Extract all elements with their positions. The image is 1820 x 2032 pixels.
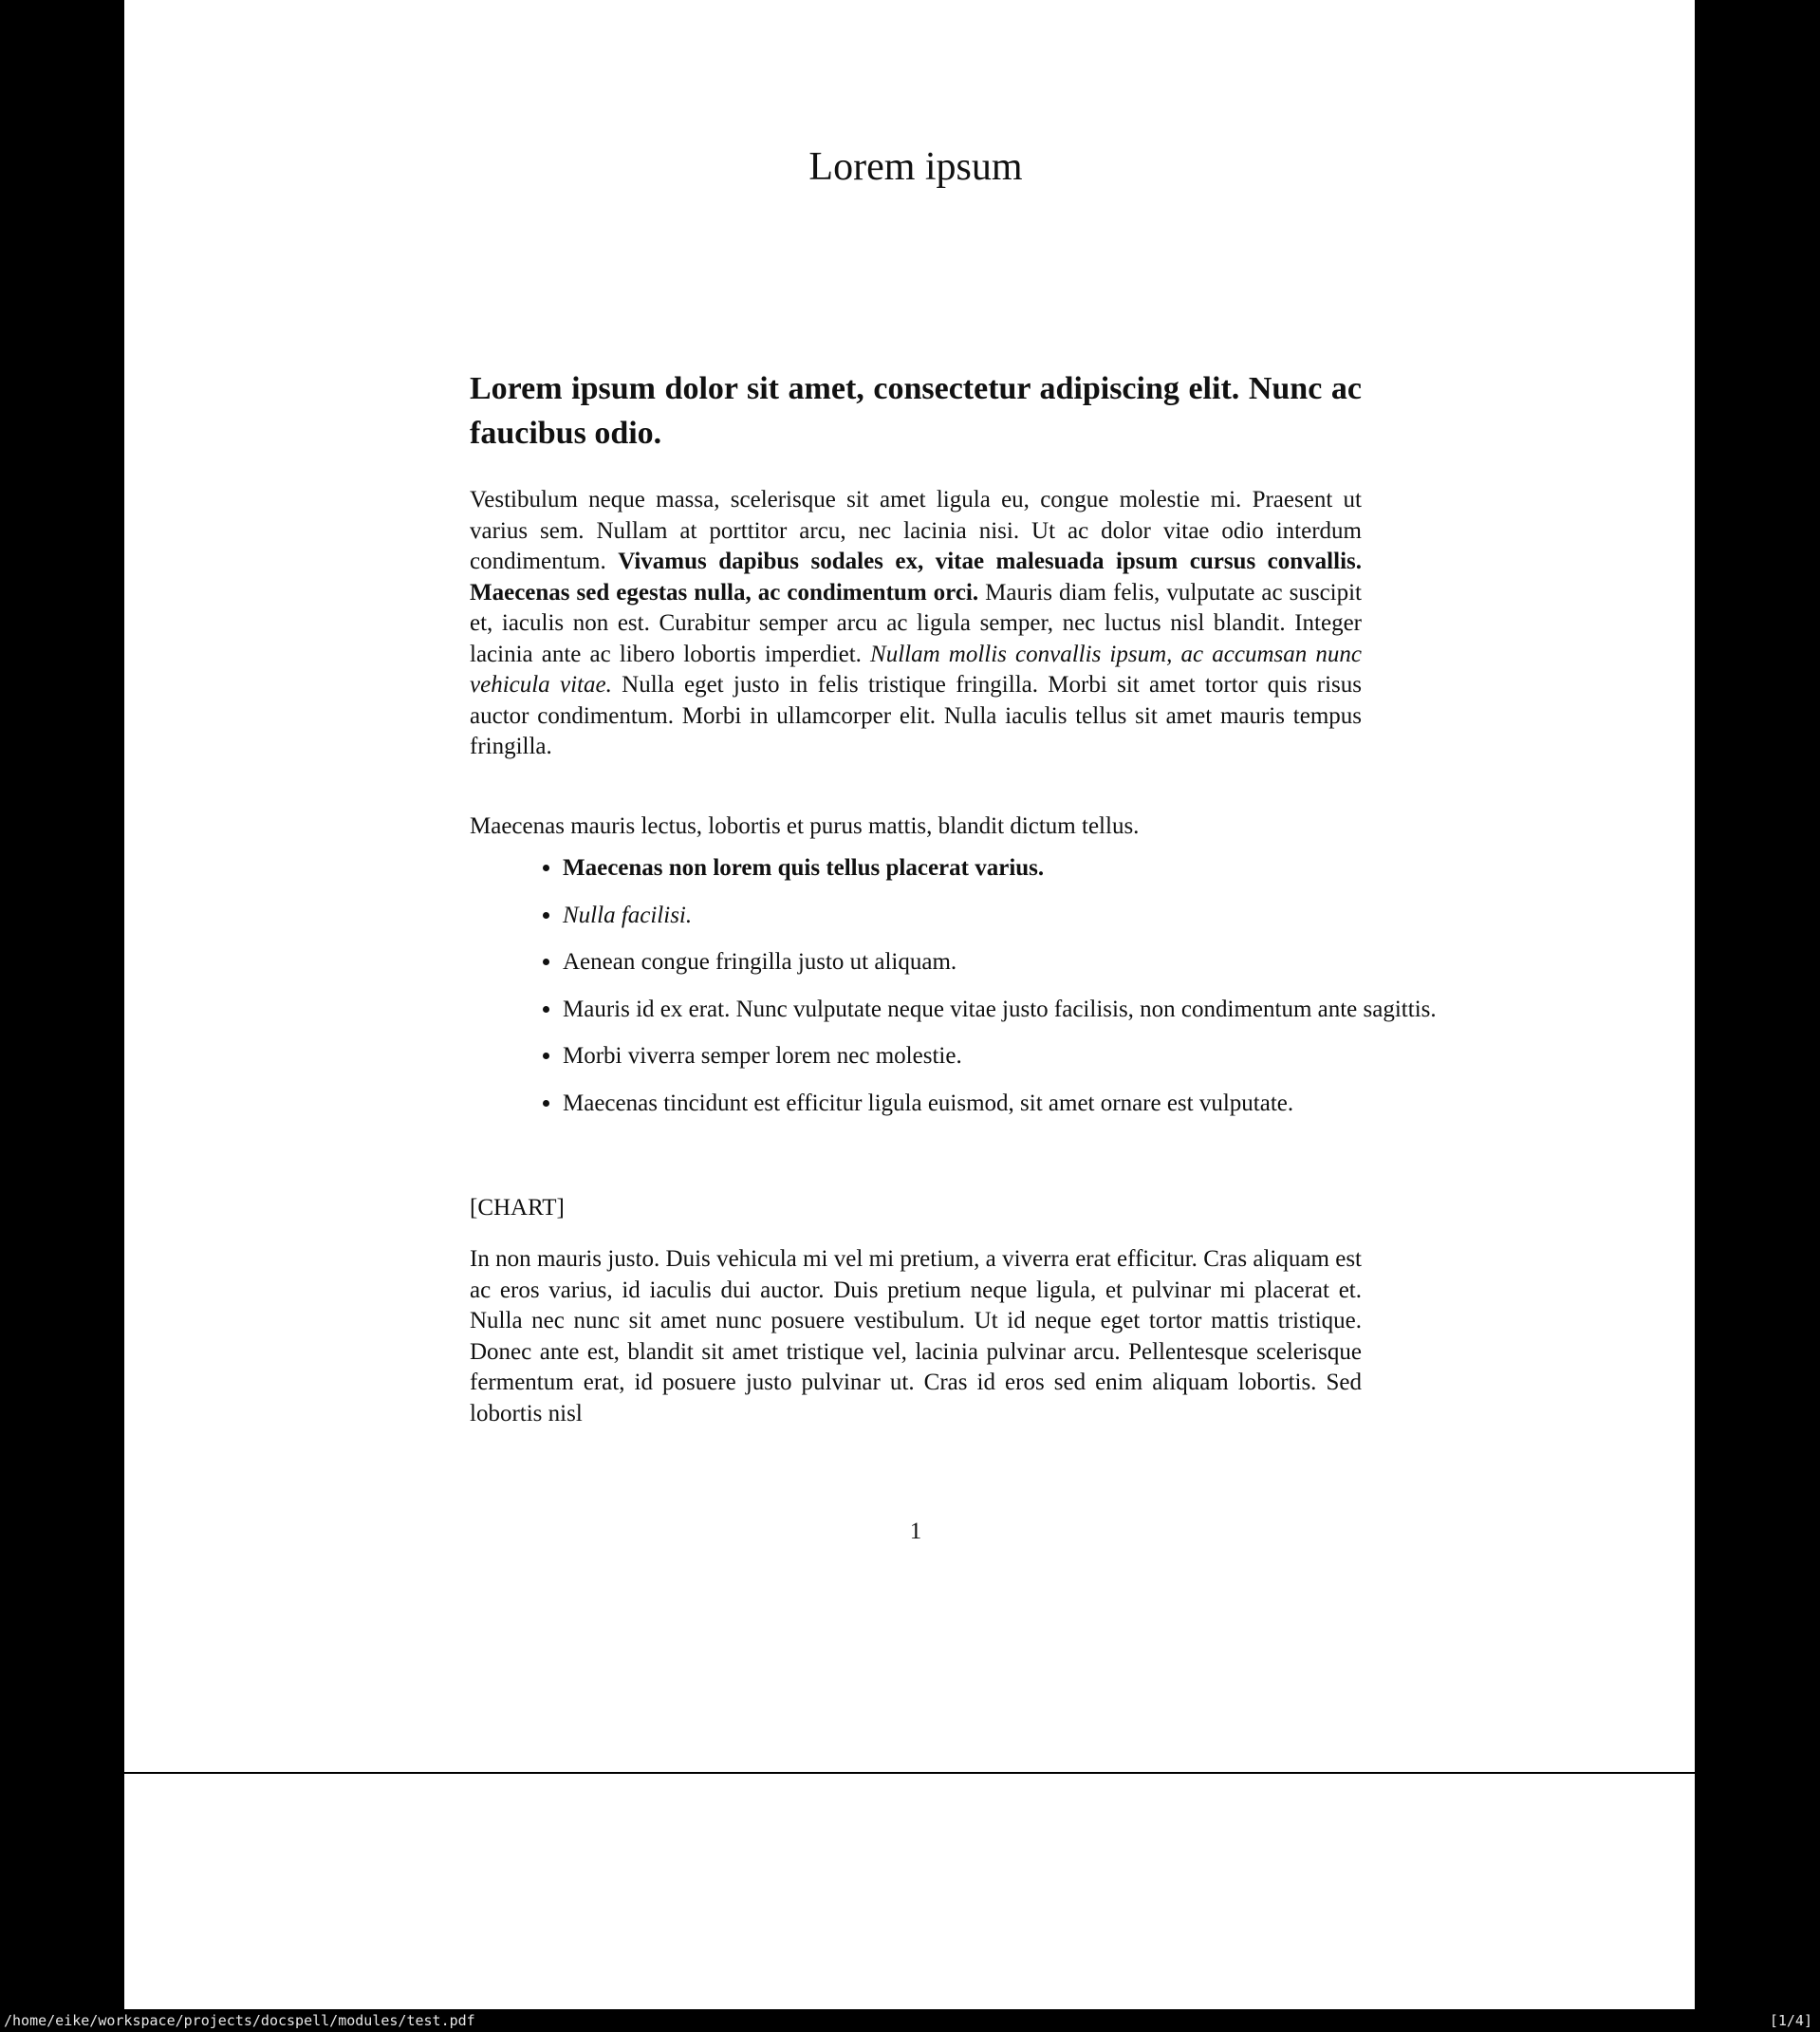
paragraph-1-bold-segment: Vivamus dapibus sodales ex, vitae malesuada ipsum cursus convallis. Maecenas sed egestas nulla, ac condimentum orci.	[470, 549, 1362, 606]
statusbar	[0, 2009, 1820, 2032]
statusbar-page-indicator: [1/4]	[1769, 2012, 1812, 2029]
paragraph-3: In non mauris justo. Duis vehicula mi vel mi pretium, a viverra erat efficitur. Cras aliquam est ac eros varius, id iaculis dui auctor. Duis pretium neque ligula, et pulvinar mi placerat et. Nulla nec nunc sit amet nunc posuere vestibulum. Ut id neque eget tortor mattis tristique. Donec ante est, blandit sit amet tristique vel, lacinia pulvinar arcu. Pellentesque scelerisque fermentum erat, id posuere justo pulvinar ut. Cras id eros sed enim aliquam lobortis. Sed lobortis nisl	[470, 1246, 1362, 1426]
paragraph-1-segment: Mauris diam felis, vulputate ac suscipit et, iaculis non est. Curabitur semper arcu ac ligula semper, nec luctus nisl blandit. Integer lacinia ante ac libero lobortis imperdiet.	[470, 579, 1363, 667]
statusbar-file-path: /home/eike/workspace/projects/docspell/modules/test.pdf	[4, 2012, 475, 2029]
list-item: • Aenean congue fringilla justo ut aliquam.	[563, 947, 1455, 979]
list-item: • Mauris id ex erat. Nunc vulputate neque vitae justo facilisis, non condimentum ante sagittis.	[563, 995, 1455, 1026]
document-title: Lorem ipsum	[808, 145, 1023, 189]
page-number: 1	[909, 1519, 922, 1544]
list-item: • Maecenas non lorem quis tellus placerat varius.	[563, 853, 1455, 885]
pdf-page-2	[124, 1774, 1695, 2009]
paragraph-1	[470, 485, 1362, 763]
chart-placeholder-text: [CHART]	[470, 1195, 565, 1221]
bullet-list	[470, 853, 1455, 1135]
paragraph-1-segment: Nulla eget justo in felis tristique fringilla. Morbi sit amet tortor quis risus auctor condimentum. Morbi in ullamcorper elit. Nulla iaculis tellus sit amet mauris tempus fringilla.	[470, 672, 1362, 759]
section-heading: Lorem ipsum dolor sit amet, consectetur adipiscing elit. Nunc ac faucibus odio.	[470, 371, 1362, 451]
list-item: • Nulla facilisi.	[563, 901, 1455, 932]
list-item: • Morbi viverra semper lorem nec molestie.	[563, 1041, 1455, 1072]
paragraph-1-segment: Vestibulum neque massa, scelerisque sit amet ligula eu, congue molestie mi. Praesent ut varius sem. Nullam at porttitor arcu, nec lacinia nisi. Ut ac dolor vitae odio interdum condimentum.	[470, 487, 1362, 574]
paragraph-2: Maecenas mauris lectus, lobortis et purus mattis, blandit dictum tellus.	[470, 813, 1140, 839]
list-item: • Maecenas tincidunt est efficitur ligula euismod, sit amet ornare est vulputate.	[563, 1089, 1455, 1120]
paragraph-1-italic-segment: Nullam mollis convallis ipsum, ac accumsan nunc vehicula vitae.	[470, 641, 1362, 698]
pdf-page-1	[124, 0, 1695, 1772]
